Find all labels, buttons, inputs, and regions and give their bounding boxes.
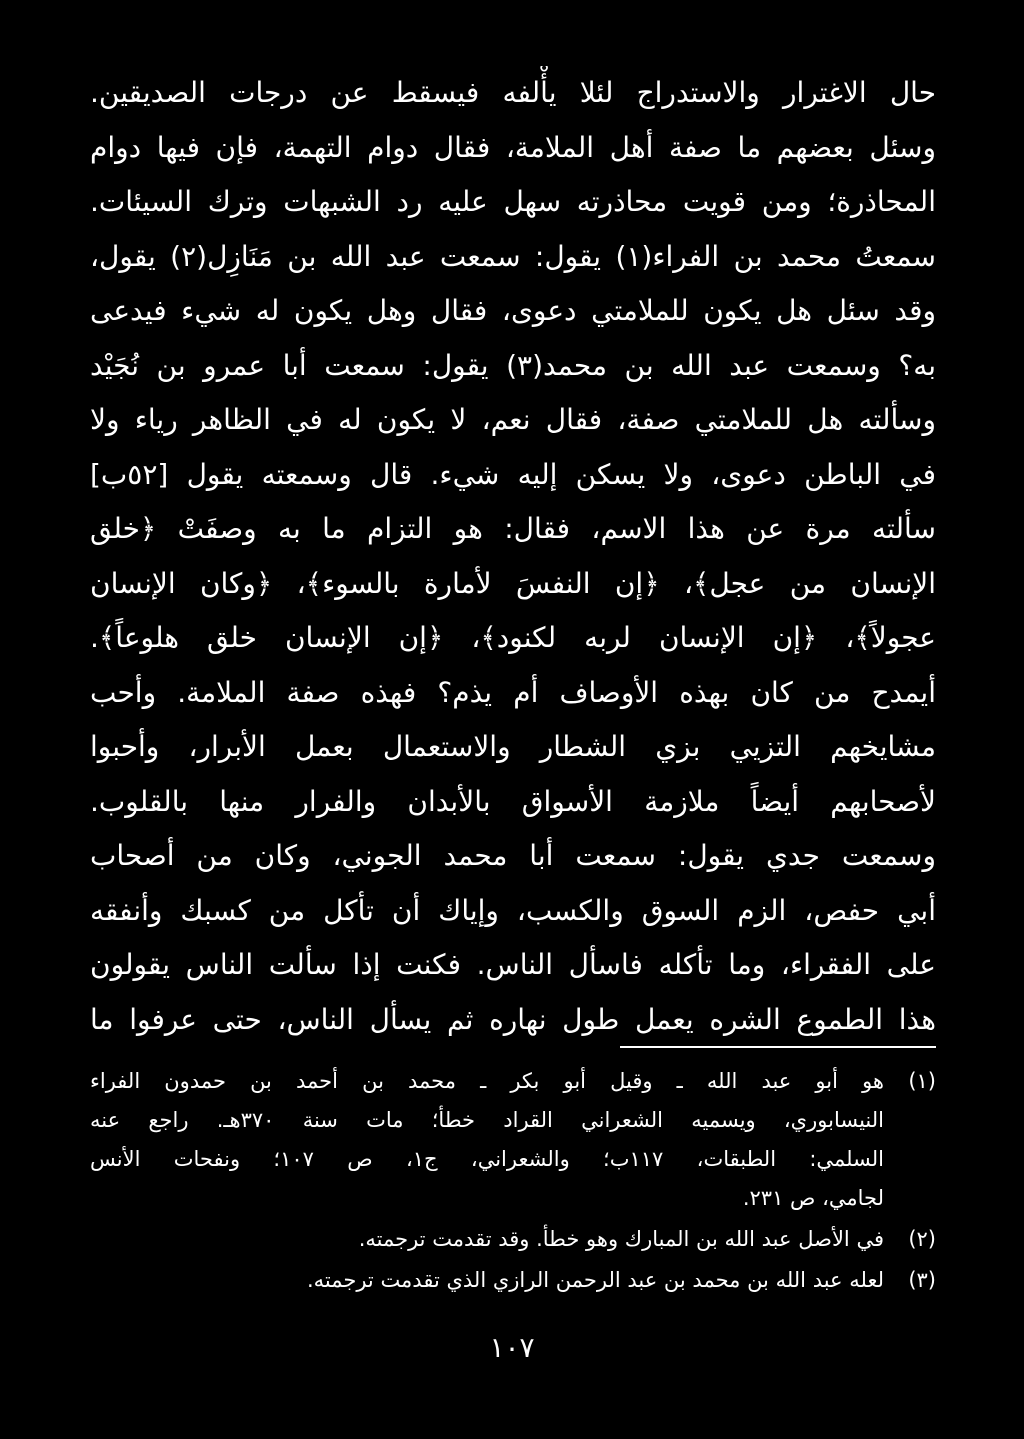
footnotes — [90, 1062, 936, 1302]
text-line: سمعتُ محمد بن الفراء(١) يقول: سمعت عبد الله بن مَنَازِل(٢) يقول، — [90, 239, 936, 273]
text-line: أبي حفص، الزم السوق والكسب، وإياك أن تأكل من كسبك وأنفقه — [90, 893, 936, 927]
footnote-text — [90, 1062, 884, 1218]
text-line: به؟ وسمعت عبد الله بن محمد(٣) يقول: سمعت أبا عمرو بن نُجَيْد — [90, 348, 936, 382]
footnote-1 — [90, 1062, 936, 1218]
page-number: ١٠٧ — [489, 1331, 535, 1364]
text-line: وسمعت جدي يقول: سمعت أبا محمد الجوني، وكان من أصحاب — [90, 839, 936, 872]
footnote-3 — [90, 1261, 936, 1300]
main-text — [90, 66, 936, 1047]
footnote-divider — [620, 1046, 936, 1048]
text-line: سألته مرة عن هذا الاسم، فقال: هو التزام ما به وصفَتْ ﴿خلق — [90, 512, 936, 545]
footnote-number: (١) — [908, 1069, 936, 1093]
text-line: حال الاغترار والاستدراج لئلا يأْلفه فيسقط عن درجات الصديقين. — [90, 76, 936, 109]
footnote-number: (٢) — [908, 1227, 936, 1251]
footnote-text — [90, 1220, 884, 1259]
body-text — [90, 66, 936, 1047]
text-line: وسئل بعضهم ما صفة أهل الملامة، فقال دوام التهمة، فإن فيها دوام — [90, 130, 936, 164]
text-line: المحاذرة؛ ومن قويت محاذرته سهل عليه رد الشبهات وترك السيئات. — [90, 185, 936, 218]
text-line: مشايخهم التزيي بزي الشطار والاستعمال بعمل الأبرار، وأحبوا — [90, 730, 936, 763]
text-line: هذا الطموع الشره يعمل طول نهاره ثم يسأل الناس، حتى عرفوا ما — [90, 1002, 936, 1036]
footnote-line: في الأصل عبد الله بن المبارك وهو خطأ. وقد تقدمت ترجمته. — [358, 1227, 884, 1251]
text-line: وسألته هل للملامتي صفة، فقال نعم، لا يكون له في الظاهر رياء ولا — [90, 403, 936, 436]
footnote-line: لعله عبد الله بن محمد بن عبد الرحمن الرازي الذي تقدمت ترجمته. — [306, 1268, 884, 1292]
text-line: أيمدح من كان بهذه الأوصاف أم يذم؟ فهذه صفة الملامة. وأحب — [90, 675, 936, 709]
footnote-line: النيسابوري، ويسميه الشعراني القراد خطأ؛ مات سنة ٣٧٠هـ. راجع عنه — [90, 1108, 884, 1132]
footnote-line: لجامي، ص ٢٣١. — [742, 1186, 884, 1210]
text-line: على الفقراء، وما تأكله فاسأل الناس. فكنت إذا سألت الناس يقولون — [90, 948, 936, 981]
text-line: الإنسان من عجل﴾، ﴿إن النفسَ لأمارة بالسوء﴾، ﴿وكان الإنسان — [90, 566, 936, 600]
text-line: في الباطن دعوى، ولا يسكن إليه شيء. قال وسمعته يقول [٥٢ب] — [90, 457, 936, 491]
footnote-number: (٣) — [908, 1268, 936, 1292]
text-line: وقد سئل هل يكون للملامتي دعوى، فقال وهل يكون له شيء فيدعى — [90, 294, 936, 327]
footnote-2 — [90, 1220, 936, 1259]
text-line: لأصحابهم أيضاً ملازمة الأسواق بالأبدان والفرار منها بالقلوب. — [90, 784, 936, 818]
text-line: عجولاً﴾، ﴿إن الإنسان لربه لكنود﴾، ﴿إن الإنسان خلق هلوعاً﴾. — [90, 621, 936, 654]
footnote-line: هو أبو عبد الله ـ وقيل أبو بكر ـ محمد بن أحمد بن حمدون الفراء — [90, 1069, 884, 1093]
footnote-line: السلمي: الطبقات، ١١٧ب؛ والشعراني، ج١، ص ١٠٧؛ ونفحات الأنس — [90, 1147, 884, 1171]
footnote-text — [90, 1261, 884, 1300]
